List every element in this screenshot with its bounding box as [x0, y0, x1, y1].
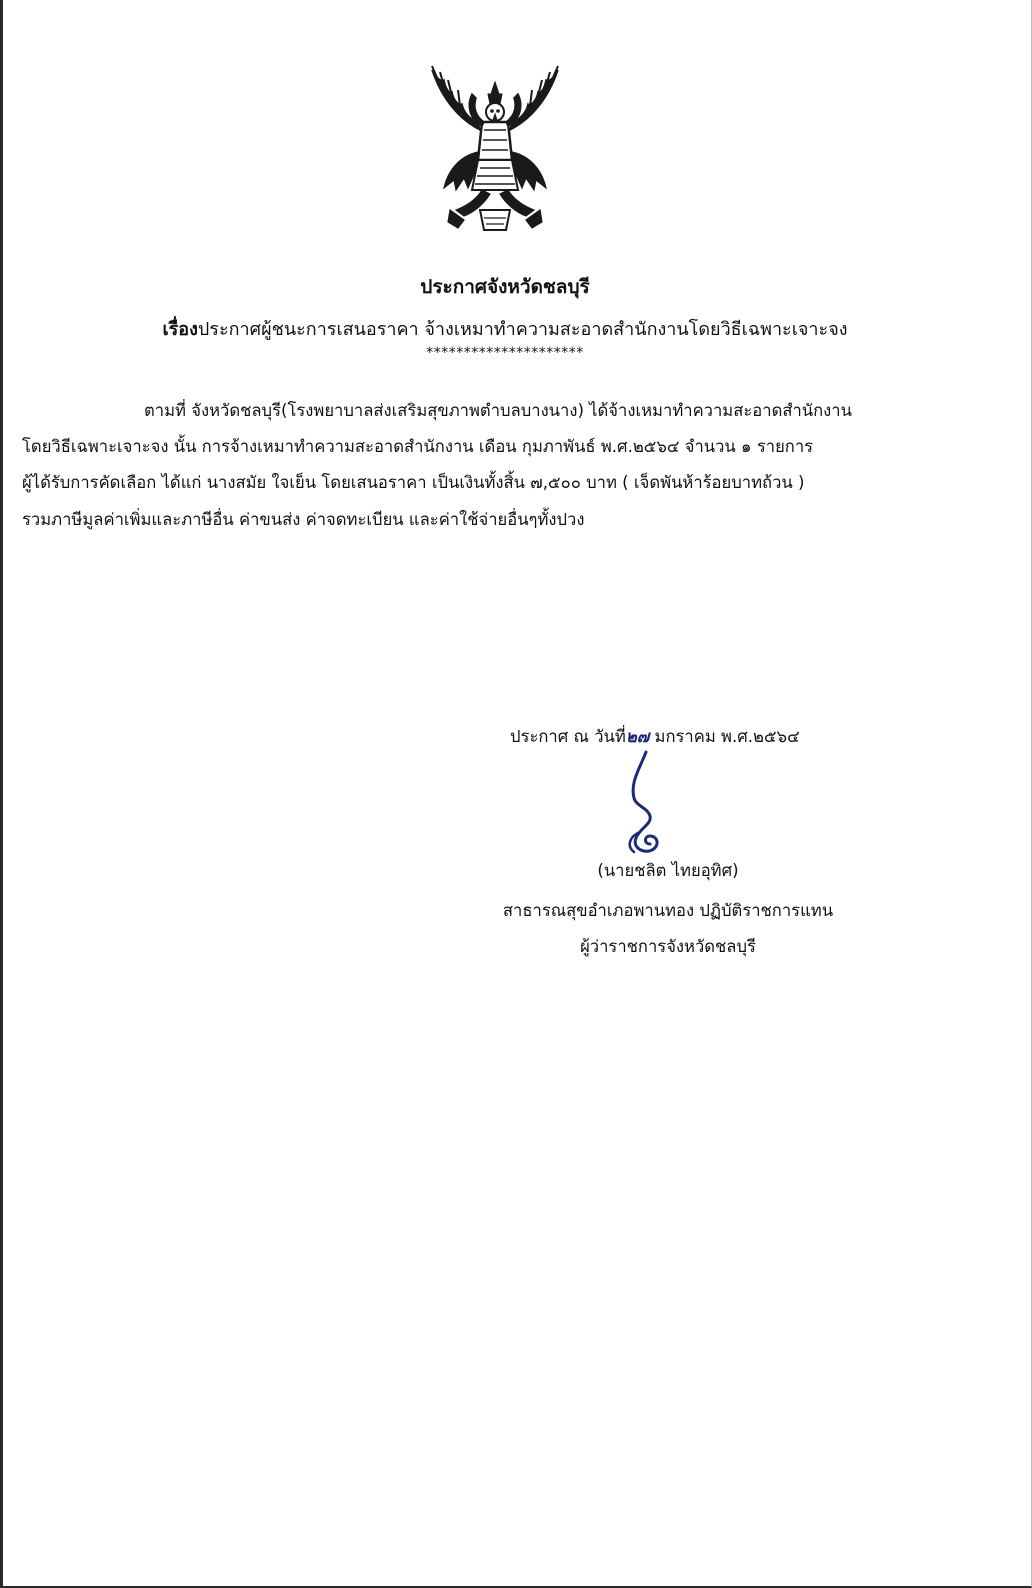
announcement-subject	[0, 314, 1010, 343]
garuda-emblem-icon	[420, 60, 570, 240]
body-line: ตามที่ จังหวัดชลบุรี(โรงพยาบาลส่งเสริมสุขภาพตำบลบางนาง) ได้จ้างเหมาทำความสะอาดสำนักงาน	[144, 401, 852, 420]
handwritten-signature	[600, 748, 690, 858]
subject-lead: เรื่อง	[162, 319, 198, 340]
body-line: ผู้ได้รับการคัดเลือก ได้แก่ นางสมัย ใจเย็น โดยเสนอราคา เป็นเงินทั้งสิ้น ๗,๕๐๐ บาท ( เจ็ดพันห้าร้อยบาทถ้วน )	[22, 473, 805, 492]
subject-text: ประกาศผู้ชนะการเสนอราคา จ้างเหมาทำความสะอาดสำนักงานโดยวิธีเฉพาะเจาะจง	[197, 319, 848, 340]
date-day: ๒๗	[625, 727, 650, 746]
separator-stars: *********************	[426, 345, 584, 361]
date-month-year: มกราคม พ.ศ.๒๕๖๔	[649, 727, 800, 746]
signer-name: (นายชลิต ไทยอุทิศ)	[597, 861, 739, 880]
announcement-title: ประกาศจังหวัดชลบุรี	[420, 276, 590, 298]
signer-acting-for: ผู้ว่าราชการจังหวัดชลบุรี	[580, 937, 756, 956]
announcement-date	[510, 724, 800, 750]
date-prefix: ประกาศ ณ วันที่	[510, 727, 626, 746]
signer-position: สาธารณสุขอำเภอพานทอง ปฏิบัติราชการแทน	[502, 901, 834, 920]
body-line: โดยวิธีเฉพาะเจาะจง นั้น การจ้างเหมาทำความสะอาดสำนักงาน เดือน กุมภาพันธ์ พ.ศ.๒๕๖๔ จำนวน ๑ รายการ	[22, 437, 814, 456]
body-line: รวมภาษีมูลค่าเพิ่มและภาษีอื่น ค่าขนส่ง ค่าจดทะเบียน และค่าใช้จ่ายอื่นๆทั้งปวง	[22, 510, 585, 529]
